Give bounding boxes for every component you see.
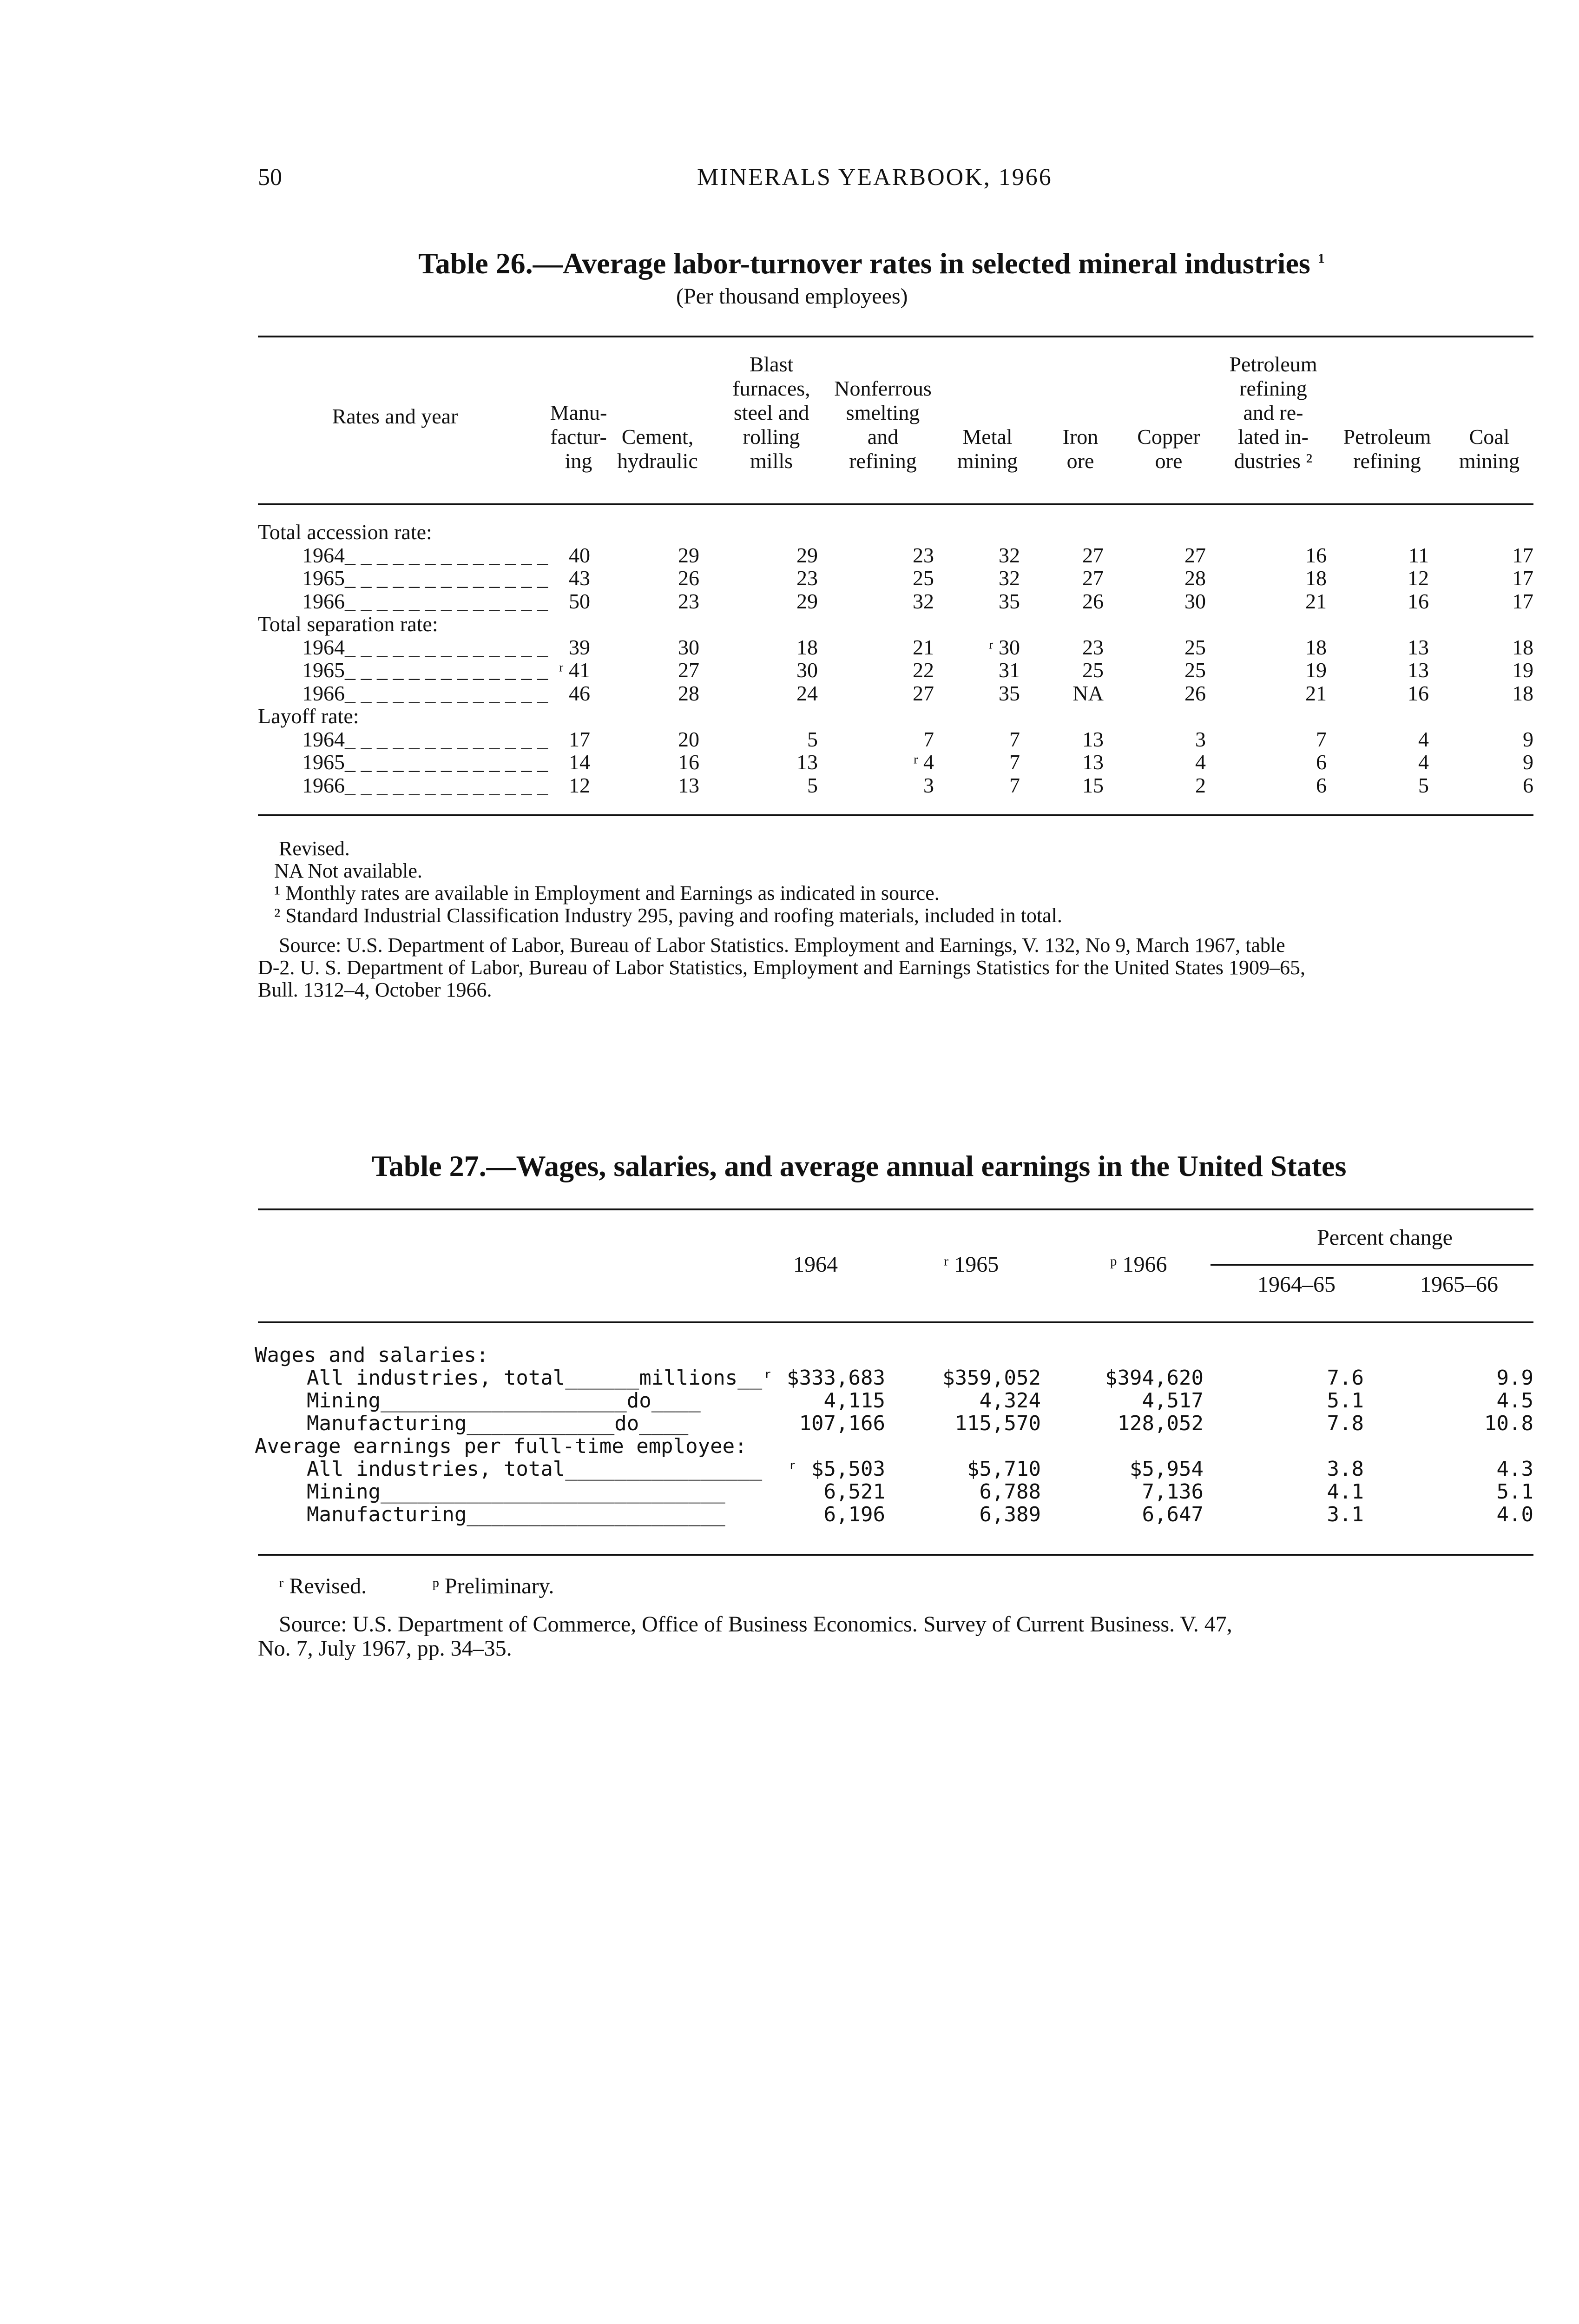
table26-column-header-line: refining: [1353, 449, 1421, 473]
table27-source-line: No. 7, July 1967, pp. 34–35.: [258, 1636, 512, 1661]
table27-cell: 6,647: [1142, 1503, 1204, 1526]
table27-title: Table 27.—Wages, salaries, and average annual earnings in the United States: [372, 1149, 1347, 1182]
table26-subtitle: (Per thousand employees): [676, 284, 908, 309]
table27-cell: 5.1: [1496, 1480, 1533, 1504]
row-year-label: 1966: [302, 589, 345, 613]
table26-cell: 12: [1408, 566, 1429, 590]
table27-header-rule: [258, 1321, 1533, 1323]
table26-bottom-rule: [258, 814, 1533, 816]
table26-source-line: Bull. 1312–4, October 1966.: [258, 978, 492, 1001]
table26-cell: 11: [1408, 543, 1429, 567]
table26-cell: 21: [1305, 589, 1327, 613]
table27-bottom-rule: [258, 1554, 1533, 1556]
table26-cell: 7: [1009, 773, 1020, 797]
table27-cell: 7.8: [1327, 1412, 1364, 1435]
table26-cell: 40: [569, 543, 590, 567]
row-unit: do____: [614, 1412, 689, 1435]
table26-cell: ʳ 41: [559, 658, 590, 682]
table27-cell: 6,788: [979, 1480, 1041, 1504]
table26-cell: 39: [569, 635, 590, 659]
table26-group-label: Layoff rate:: [258, 704, 359, 728]
table27-cell: 4,517: [1142, 1389, 1204, 1413]
table26-column-header-line: ore: [1155, 449, 1183, 473]
table26-cell: 19: [1512, 658, 1533, 682]
row-label: Mining: [307, 1480, 381, 1504]
table27-cell: $394,620: [1105, 1366, 1204, 1390]
table27-group-label: Average earnings per full-time employee:: [255, 1434, 747, 1458]
table27-row-label: [307, 1480, 725, 1504]
row-year-label: 1964: [302, 727, 345, 751]
row-label: All industries, total: [307, 1366, 566, 1390]
table26-cell: 16: [1408, 589, 1429, 613]
table26-cell: 28: [678, 681, 699, 705]
table26-cell: 30: [796, 658, 818, 682]
dot-leader: _____________________: [467, 1503, 725, 1526]
table26-cell: 17: [1512, 566, 1533, 590]
table27-cell: 3.8: [1327, 1457, 1364, 1481]
table27-cell: 4.3: [1496, 1457, 1533, 1481]
table26-column-header-line: refining: [849, 449, 917, 473]
table26-cell: 6: [1316, 750, 1327, 774]
table27-source-line: Source: U.S. Department of Commerce, Office of Business Economics. Survey of Current Business. V. 47,: [279, 1612, 1232, 1637]
row-label: All industries, total: [307, 1457, 566, 1481]
table27-cell: 4.0: [1496, 1503, 1533, 1526]
table26-column-header-line: ing: [565, 449, 592, 473]
dot-leader: _ _ _ _ _ _ _ _ _ _ _ _ _: [345, 589, 548, 613]
table26-cell: 16: [1305, 543, 1327, 567]
table27-percent-header: Percent change: [1317, 1225, 1453, 1250]
dot-leader: _ _ _ _ _ _ _ _ _ _ _ _ _: [345, 543, 548, 567]
dot-leader: _ _ _ _ _ _ _ _ _ _ _ _ _: [345, 773, 548, 797]
table26-footnote: ² Standard Industrial Classification Industry 295, paving and roofing materials, included in total.: [274, 904, 1062, 927]
table27-cell: 4,115: [823, 1389, 885, 1413]
table26-cell: 26: [1184, 681, 1206, 705]
table26-column-header-line: hydraulic: [617, 449, 698, 473]
table26-cell: 25: [1184, 635, 1206, 659]
table26-cell: 13: [1082, 727, 1104, 751]
table27-row-label: [307, 1366, 762, 1390]
table27-cell: 107,166: [799, 1412, 885, 1435]
table26-column-header-line: Manu-: [550, 401, 607, 424]
table27-cell: 7.6: [1327, 1366, 1364, 1390]
table26-cell: 4: [1195, 750, 1206, 774]
table26-group-label: Total accession rate:: [258, 520, 432, 544]
table26-footnote: NA Not available.: [274, 859, 422, 882]
table26-column-header-line: ore: [1066, 449, 1094, 473]
table27-cell: ʳ $333,683: [762, 1366, 885, 1390]
table27-row-label: [307, 1457, 762, 1481]
table26-cell: 6: [1316, 773, 1327, 797]
table26-column-header-line: Nonferrous: [834, 376, 932, 400]
table26-stub-header: Rates and year: [332, 404, 458, 428]
table26-footnote: Revised.: [279, 837, 350, 860]
row-label: Manufacturing: [307, 1503, 467, 1526]
table27-row-label: [307, 1389, 701, 1413]
table26-cell: 7: [1009, 727, 1020, 751]
table27-cell: 6,389: [979, 1503, 1041, 1526]
table26-cell: 46: [569, 681, 590, 705]
table27-column-header: 1964: [793, 1252, 838, 1277]
table26-cell: 30: [678, 635, 699, 659]
table26-cell: 18: [1305, 566, 1327, 590]
table26-cell: 18: [1512, 681, 1533, 705]
row-year-label: 1964: [302, 543, 345, 567]
dot-leader: ____________: [467, 1412, 615, 1435]
table26-cell: 27: [913, 681, 934, 705]
table26-title-footnote-mark: 1: [1317, 251, 1325, 266]
table26-top-rule: [258, 336, 1533, 337]
table26-cell: ʳ 30: [988, 635, 1020, 659]
table26-column-header-line: Iron: [1062, 425, 1099, 449]
table26-cell: 18: [1512, 635, 1533, 659]
table26-cell: ʳ 4: [913, 750, 934, 774]
table26-cell: 35: [999, 589, 1020, 613]
table26-source-line: Source: U.S. Department of Labor, Bureau of Labor Statistics. Employment and Earnings, V. 132, No 9, March 1967, table: [279, 934, 1285, 957]
dot-leader: ________________: [565, 1457, 763, 1481]
dot-leader: ______: [565, 1366, 639, 1390]
table26-column-header: [1396, 425, 1579, 473]
table26-column-header-line: rolling: [743, 425, 800, 449]
table27-note-preliminary: ᵖ Preliminary.: [432, 1574, 554, 1598]
table26-cell: 29: [796, 543, 818, 567]
dot-leader: _ _ _ _ _ _ _ _ _ _ _ _ _: [345, 727, 548, 751]
table26-cell: 5: [807, 773, 818, 797]
table27-cell: 7,136: [1142, 1480, 1204, 1504]
table26-cell: 22: [913, 658, 934, 682]
table26-cell: 2: [1195, 773, 1206, 797]
table27-top-rule: [258, 1208, 1533, 1210]
dot-leader: _ _ _ _ _ _ _ _ _ _ _ _ _: [345, 566, 548, 590]
table27-note-revised: ʳ Revised.: [279, 1574, 367, 1598]
table27-cell: 4,324: [979, 1389, 1041, 1413]
row-label: Manufacturing: [307, 1412, 467, 1435]
table27-cell: 4.5: [1496, 1389, 1533, 1413]
table26-cell: 5: [807, 727, 818, 751]
table26-column-header-line: Coal: [1469, 425, 1510, 449]
table26-column-header-line: dustries ²: [1234, 449, 1313, 473]
table26-cell: 31: [999, 658, 1020, 682]
table27-percent-column-header: 1964–65: [1257, 1272, 1336, 1297]
table27-cell: 115,570: [954, 1412, 1041, 1435]
table26-cell: 13: [796, 750, 818, 774]
table26-column-header-line: lated in-: [1238, 425, 1309, 449]
table26-column-header-line: Cement,: [621, 425, 694, 449]
table26-cell: 3: [1195, 727, 1206, 751]
table27-cell: 6,196: [823, 1503, 885, 1526]
table26-column-header-line: factur-: [550, 425, 607, 449]
table26-cell: 16: [1408, 681, 1429, 705]
table27-cell: 10.8: [1484, 1412, 1533, 1435]
dot-leader: _ _ _ _ _ _ _ _ _ _ _ _ _: [345, 750, 548, 774]
table26-cell: 23: [678, 589, 699, 613]
table26-column-header-line: and re-: [1243, 401, 1303, 424]
table26-column-header-line: Petroleum: [1229, 352, 1317, 376]
table26-column-header-line: Petroleum: [1343, 425, 1431, 449]
table27-cell: ʳ $5,503: [787, 1457, 885, 1481]
row-year-label: 1965: [302, 750, 345, 774]
table26-cell: 18: [796, 635, 818, 659]
table26-title-text: Table 26.—Average labor-turnover rates in selected mineral industries: [418, 247, 1310, 280]
table27-row-label: [307, 1503, 725, 1526]
table26-cell: 9: [1523, 727, 1533, 751]
table27-column-header: ʳ 1965: [943, 1252, 999, 1277]
table27-cell: 128,052: [1117, 1412, 1204, 1435]
table27-cell: 9.9: [1496, 1366, 1533, 1390]
table26-column-header-line: and: [867, 425, 899, 449]
table26-cell: 17: [1512, 589, 1533, 613]
table26-cell: 7: [1316, 727, 1327, 751]
table26-cell: 32: [913, 589, 934, 613]
table27-row-label: [307, 1412, 688, 1435]
dot-leader: _ _ _ _ _ _ _ _ _ _ _ _ _: [345, 635, 548, 659]
table26-cell: 4: [1418, 750, 1429, 774]
table26-cell: 23: [1082, 635, 1104, 659]
table26-cell: 6: [1523, 773, 1533, 797]
table26-cell: 13: [1408, 635, 1429, 659]
table26-source-line: D-2. U. S. Department of Labor, Bureau of Labor Statistics, Employment and Earnings Statistics for the United States 1909–65,: [258, 956, 1306, 979]
table26-cell: 29: [796, 589, 818, 613]
table26-cell: NA: [1072, 681, 1104, 705]
table26-cell: 28: [1184, 566, 1206, 590]
table26-cell: 27: [1082, 543, 1104, 567]
table27-percent-rule: [1211, 1264, 1533, 1266]
table26-cell: 29: [678, 543, 699, 567]
table26-footnote: ¹ Monthly rates are available in Employment and Earnings as indicated in source.: [274, 882, 940, 905]
row-year-label: 1965: [302, 566, 345, 590]
table27-cell: 6,521: [823, 1480, 885, 1504]
dot-leader: _ _ _ _ _ _ _ _ _ _ _ _ _: [345, 658, 548, 682]
table26-cell: 12: [569, 773, 590, 797]
row-unit: do____: [626, 1389, 701, 1413]
table26-cell: 17: [1512, 543, 1533, 567]
table26-title: [418, 246, 1325, 281]
table26-column-header-line: mining: [1459, 449, 1520, 473]
table26-cell: 26: [1082, 589, 1104, 613]
table26-cell: 4: [1418, 727, 1429, 751]
dot-leader: _ _ _ _ _ _ _ _ _ _ _ _ _: [345, 681, 548, 705]
table26-cell: 27: [1184, 543, 1206, 567]
page-number: 50: [258, 164, 282, 191]
table27-cell: $359,052: [942, 1366, 1041, 1390]
table26-cell: 25: [1184, 658, 1206, 682]
row-unit: millions__: [639, 1366, 763, 1390]
table26-cell: 24: [796, 681, 818, 705]
table27-cell: $5,710: [967, 1457, 1041, 1481]
table26-cell: 35: [999, 681, 1020, 705]
table26-cell: 20: [678, 727, 699, 751]
dot-leader: ____________________: [380, 1389, 627, 1413]
table26-cell: 30: [1184, 589, 1206, 613]
table26-cell: 27: [678, 658, 699, 682]
table26-cell: 15: [1082, 773, 1104, 797]
table26-cell: 32: [999, 566, 1020, 590]
table26-cell: 3: [923, 773, 934, 797]
table26-cell: 7: [923, 727, 934, 751]
table27-cell: 4.1: [1327, 1480, 1364, 1504]
table26-cell: 43: [569, 566, 590, 590]
table26-cell: 32: [999, 543, 1020, 567]
table26-column-header-line: furnaces,: [732, 376, 810, 400]
table26-cell: 17: [569, 727, 590, 751]
table26-cell: 23: [913, 543, 934, 567]
table26-cell: 25: [913, 566, 934, 590]
table26-column-header-line: mills: [750, 449, 793, 473]
table27-percent-column-header: 1965–66: [1420, 1272, 1498, 1297]
table26-cell: 25: [1082, 658, 1104, 682]
table26-group-label: Total separation rate:: [258, 612, 438, 636]
table26-cell: 5: [1418, 773, 1429, 797]
running-title: MINERALS YEARBOOK, 1966: [697, 164, 1053, 191]
row-label: Mining: [307, 1389, 381, 1413]
table26-column-header-line: smelting: [846, 401, 920, 424]
table26-cell: 18: [1305, 635, 1327, 659]
table26-cell: 21: [1305, 681, 1327, 705]
table26-cell: 23: [796, 566, 818, 590]
table27-column-header: ᵖ 1966: [1110, 1252, 1167, 1277]
table26-cell: 9: [1523, 750, 1533, 774]
table26-column-header-line: refining: [1239, 376, 1307, 400]
table27-group-label: Wages and salaries:: [255, 1343, 489, 1367]
table26-column-header-line: steel and: [733, 401, 809, 424]
table26-column-header-line: Blast: [749, 352, 794, 376]
table26-cell: 7: [1009, 750, 1020, 774]
table26-column-header-line: Metal: [962, 425, 1013, 449]
table26-cell: 13: [1082, 750, 1104, 774]
table26-header-rule: [258, 503, 1533, 505]
table27-cell: 5.1: [1327, 1389, 1364, 1413]
table27-cell: $5,954: [1130, 1457, 1204, 1481]
dot-leader: ____________________________: [380, 1480, 725, 1504]
table26-cell: 13: [678, 773, 699, 797]
row-year-label: 1966: [302, 681, 345, 705]
table26-column-header-line: Copper: [1137, 425, 1200, 449]
table26-cell: 19: [1305, 658, 1327, 682]
row-year-label: 1966: [302, 773, 345, 797]
table26-cell: 26: [678, 566, 699, 590]
table26-cell: 16: [678, 750, 699, 774]
table27-cell: 3.1: [1327, 1503, 1364, 1526]
table26-cell: 21: [913, 635, 934, 659]
table26-cell: 50: [569, 589, 590, 613]
table26-cell: 27: [1082, 566, 1104, 590]
row-year-label: 1965: [302, 658, 345, 682]
table26-cell: 13: [1408, 658, 1429, 682]
table26-column-header-line: mining: [957, 449, 1018, 473]
row-year-label: 1964: [302, 635, 345, 659]
table26-cell: 14: [569, 750, 590, 774]
